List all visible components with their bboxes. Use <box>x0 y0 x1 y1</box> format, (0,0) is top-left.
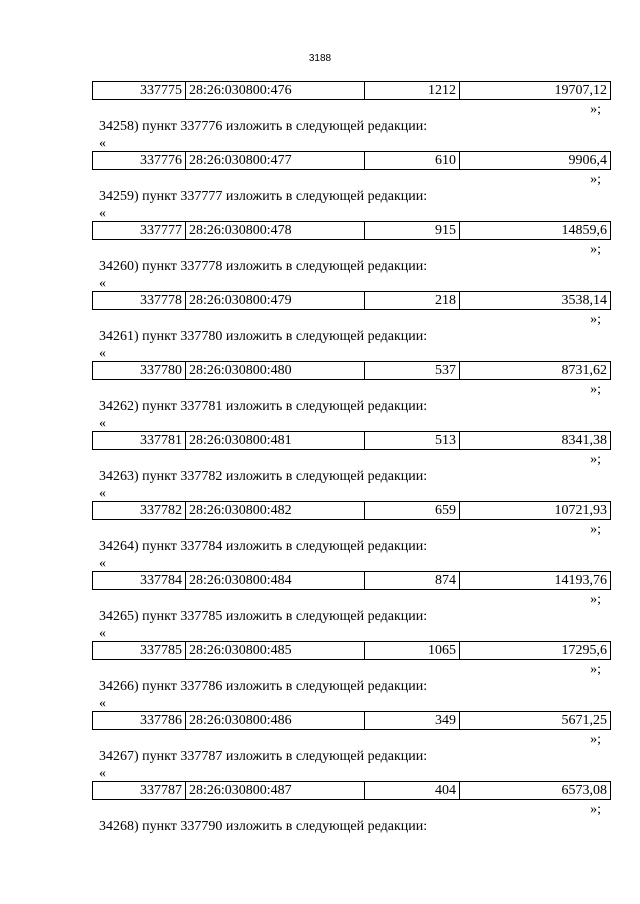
table-row <box>92 571 611 590</box>
area-cell: 874 <box>365 572 460 589</box>
closing-quote: »; <box>590 662 601 677</box>
table-row <box>92 641 611 660</box>
closing-quote: »; <box>590 172 601 187</box>
amendment-block <box>92 571 611 641</box>
amendment-instruction: 34265) пункт 337785 изложить в следующей редакции: <box>99 609 428 624</box>
value-cell: 8731,62 <box>561 363 607 378</box>
row-number-cell: 337786 <box>93 712 186 729</box>
amendment-block <box>92 81 611 151</box>
area-cell: 349 <box>365 712 460 729</box>
cadastral-number-cell: 28:26:030800:482 <box>186 502 365 519</box>
value-cell: 14859,6 <box>561 223 607 238</box>
value-cell: 5671,25 <box>561 713 607 728</box>
cadastral-number-cell: 28:26:030800:480 <box>186 362 365 379</box>
value-cell: 9906,4 <box>568 153 607 168</box>
cadastral-number-cell: 28:26:030800:485 <box>186 642 365 659</box>
amendment-instruction: 34268) пункт 337790 изложить в следующей редакции: <box>99 819 428 834</box>
opening-quote: « <box>99 626 106 641</box>
cadastral-number-cell: 28:26:030800:478 <box>186 222 365 239</box>
cadastral-number-cell: 28:26:030800:476 <box>186 82 365 99</box>
opening-quote: « <box>99 766 106 781</box>
closing-quote: »; <box>590 522 601 537</box>
value-cell: 8341,38 <box>561 433 607 448</box>
table-row <box>92 151 611 170</box>
amendment-instruction: 34263) пункт 337782 изложить в следующей редакции: <box>99 469 428 484</box>
closing-quote: »; <box>590 102 601 117</box>
amendment-block <box>92 151 611 221</box>
row-number-cell: 337782 <box>93 502 186 519</box>
area-cell: 537 <box>365 362 460 379</box>
amendment-block <box>92 711 611 781</box>
area-cell: 915 <box>365 222 460 239</box>
cadastral-number-cell: 28:26:030800:481 <box>186 432 365 449</box>
amendment-block <box>92 431 611 501</box>
table-row <box>92 431 611 450</box>
amendment-instruction: 34262) пункт 337781 изложить в следующей редакции: <box>99 399 428 414</box>
amendment-block <box>92 291 611 361</box>
area-cell: 610 <box>365 152 460 169</box>
opening-quote: « <box>99 346 106 361</box>
row-number-cell: 337781 <box>93 432 186 449</box>
amendment-block <box>92 221 611 291</box>
table-row <box>92 781 611 800</box>
row-number-cell: 337778 <box>93 292 186 309</box>
opening-quote: « <box>99 556 106 571</box>
closing-quote: »; <box>590 242 601 257</box>
amendment-instruction: 34267) пункт 337787 изложить в следующей редакции: <box>99 749 428 764</box>
document-body <box>92 81 611 851</box>
value-cell: 17295,6 <box>561 643 607 658</box>
table-row <box>92 221 611 240</box>
table-row <box>92 501 611 520</box>
cadastral-number-cell: 28:26:030800:486 <box>186 712 365 729</box>
amendment-instruction: 34260) пункт 337778 изложить в следующей редакции: <box>99 259 428 274</box>
value-cell: 10721,93 <box>554 503 607 518</box>
row-number-cell: 337785 <box>93 642 186 659</box>
row-number-cell: 337776 <box>93 152 186 169</box>
table-row <box>92 711 611 730</box>
amendment-instruction: 34266) пункт 337786 изложить в следующей редакции: <box>99 679 428 694</box>
value-cell: 14193,76 <box>554 573 607 588</box>
opening-quote: « <box>99 206 106 221</box>
area-cell: 659 <box>365 502 460 519</box>
amendment-instruction: 34259) пункт 337777 изложить в следующей редакции: <box>99 189 428 204</box>
closing-quote: »; <box>590 802 601 817</box>
table-row <box>92 291 611 310</box>
cadastral-number-cell: 28:26:030800:484 <box>186 572 365 589</box>
table-row <box>92 81 611 100</box>
area-cell: 1212 <box>365 82 460 99</box>
closing-quote: »; <box>590 592 601 607</box>
row-number-cell: 337777 <box>93 222 186 239</box>
area-cell: 513 <box>365 432 460 449</box>
amendment-instruction: 34258) пункт 337776 изложить в следующей редакции: <box>99 119 428 134</box>
value-cell: 6573,08 <box>561 783 607 798</box>
amendment-block <box>92 641 611 711</box>
closing-quote: »; <box>590 382 601 397</box>
closing-quote: »; <box>590 312 601 327</box>
value-cell: 3538,14 <box>561 293 607 308</box>
amendment-instruction: 34264) пункт 337784 изложить в следующей редакции: <box>99 539 428 554</box>
row-number-cell: 337787 <box>93 782 186 799</box>
opening-quote: « <box>99 416 106 431</box>
page-number: 3188 <box>308 53 332 64</box>
closing-quote: »; <box>590 732 601 747</box>
row-number-cell: 337780 <box>93 362 186 379</box>
cadastral-number-cell: 28:26:030800:479 <box>186 292 365 309</box>
cadastral-number-cell: 28:26:030800:477 <box>186 152 365 169</box>
opening-quote: « <box>99 276 106 291</box>
opening-quote: « <box>99 486 106 501</box>
opening-quote: « <box>99 696 106 711</box>
amendment-instruction: 34261) пункт 337780 изложить в следующей редакции: <box>99 329 428 344</box>
amendment-block <box>92 781 611 851</box>
amendment-block <box>92 501 611 571</box>
area-cell: 404 <box>365 782 460 799</box>
closing-quote: »; <box>590 452 601 467</box>
amendment-block <box>92 361 611 431</box>
cadastral-number-cell: 28:26:030800:487 <box>186 782 365 799</box>
table-row <box>92 361 611 380</box>
area-cell: 218 <box>365 292 460 309</box>
opening-quote: « <box>99 136 106 151</box>
row-number-cell: 337775 <box>93 82 186 99</box>
row-number-cell: 337784 <box>93 572 186 589</box>
value-cell: 19707,12 <box>554 83 607 98</box>
area-cell: 1065 <box>365 642 460 659</box>
